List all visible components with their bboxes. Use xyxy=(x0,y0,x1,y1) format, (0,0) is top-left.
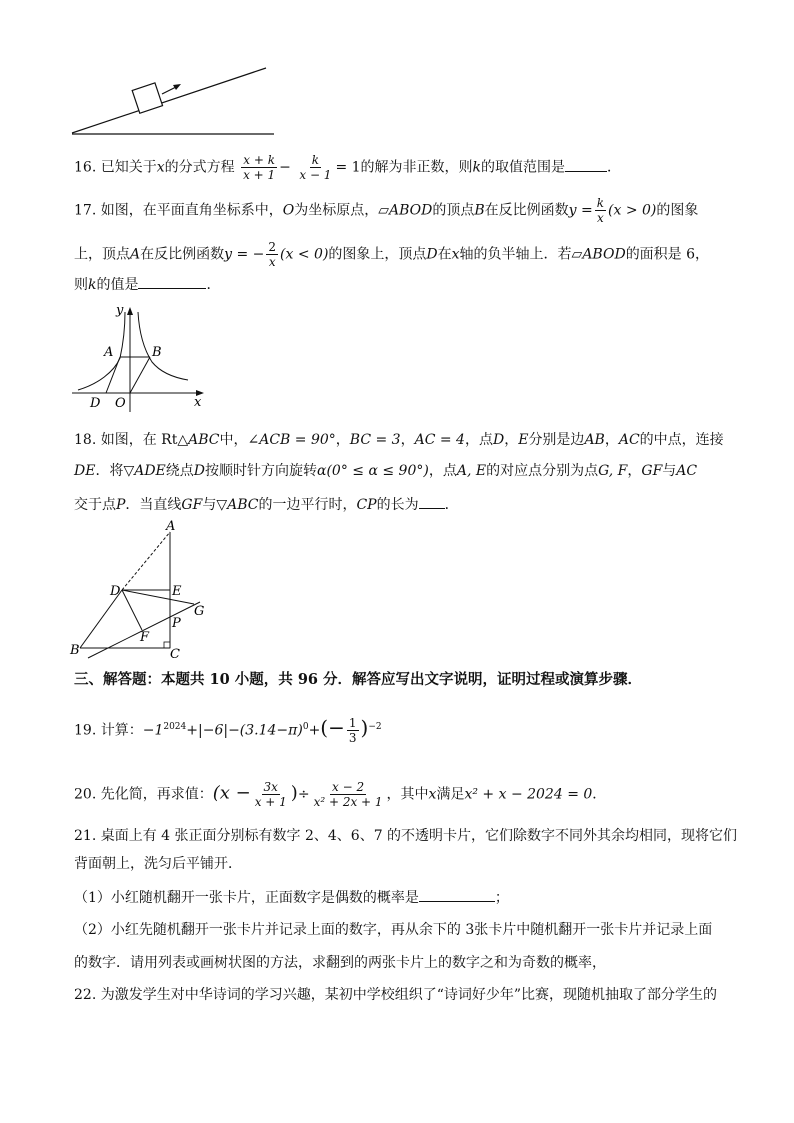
label-A: A xyxy=(104,345,114,360)
arrow-head xyxy=(173,84,181,90)
label-D: D xyxy=(110,584,121,599)
label-P: P xyxy=(172,616,181,631)
fraction-1: $\frac{x + k}{x + 1}$ xyxy=(243,153,276,182)
answer-blank[interactable] xyxy=(419,887,495,902)
question-17-line-1: 17. 如图，在平面直角坐标系中，O为坐标原点，▱ABOD的顶点B在反比例函数y = $\frac{k}{x}$ (x > 0)的图象 xyxy=(74,196,699,225)
question-16: 16. 已知关于x的分式方程 $\frac{x + k}{x + 1}$ − $\frac{k}{x - 1}$ = 1的解为非正数，则k的取值范围是 ． xyxy=(74,153,622,182)
q18-figure xyxy=(68,518,218,663)
question-21-line-1: 21. 桌面上有 4 张正面分别标有数字 2、4、6、7 的不透明卡片，它们除数字不同外其余均相同，现将它们 xyxy=(74,828,738,844)
label-F: F xyxy=(140,630,150,645)
label-B: B xyxy=(70,643,80,658)
question-17-line-3: 则k的值是 ． xyxy=(74,274,220,295)
question-21-sub-2-line-1: （2）小红先随机翻开一张卡片并记录上面的数字，再从余下的 3张卡片中随机翻开一张卡片并记录上面 xyxy=(74,922,713,938)
label-E: E xyxy=(172,584,182,599)
label-D: D xyxy=(90,396,101,411)
block xyxy=(132,83,162,113)
question-18-line-2: DE．将▽ADE绕点D按顺时针方向旋转α(0° ≤ α ≤ 90°)，点A, E的对应点分别为点G, F，GF与AC xyxy=(74,463,698,479)
answer-blank[interactable] xyxy=(565,157,607,172)
question-21-sub-2-line-2: 的数字．请用列表或画树状图的方法，求翻到的两张卡片上的数字之和为奇数的概率， xyxy=(74,955,606,971)
question-21-line-2: 背面朝上，洗匀后平铺开． xyxy=(74,856,242,872)
section-3-heading: 三、解答题：本题共 10 小题，共 96 分．解答应写出文字说明，证明过程或演算步骤． xyxy=(74,671,643,688)
label-C: C xyxy=(170,647,180,662)
incline-figure xyxy=(60,60,290,140)
label-y: y xyxy=(116,303,124,318)
question-19: 19. 计算：$-1^{2024}+|-6|-(3.14-\pi)^0+(-$ $\frac{1}{3}$ )$^{-2}$ xyxy=(74,715,382,745)
label-B: B xyxy=(152,345,162,360)
question-21-sub-1: （1）小红随机翻开一张卡片，正面数字是偶数的概率是 ； xyxy=(74,887,509,908)
label-G: G xyxy=(194,604,205,619)
question-18-line-3: 交于点P．当直线GF与▽ABC的一边平行时，CP的长为 ． xyxy=(74,494,459,515)
q17-figure xyxy=(68,300,208,415)
question-20: 20. 先化简，再求值：(x − $\frac{3x}{x + 1}$ )÷ $\frac{x - 2}{\text{x² + 2x + 1}}$ ，其中x满足x² + x − 2024 = 0． xyxy=(74,780,607,809)
question-17-line-2: 上，顶点A在反比例函数y = − $\frac{2}{x}$ (x < 0)的图象上，顶点D在x轴的负半轴上．若▱ABOD的面积是 6， xyxy=(74,240,710,269)
answer-blank[interactable] xyxy=(138,274,206,289)
question-22-line-1: 22. 为激发学生对中华诗词的学习兴趣，某初中学校组织了“诗词好少年”比赛，现随机抽取了部分学生的 xyxy=(74,987,718,1003)
label-A: A xyxy=(166,519,176,534)
label-x: x xyxy=(194,395,202,410)
fraction-2: $\frac{k}{x - 1}$ xyxy=(299,153,332,182)
incline-line xyxy=(72,68,266,133)
question-18-line-1: 18. 如图，在 Rt△ABC中，∠ACB = 90°，BC = 3，AC = 4，点D，E分别是边AB，AC的中点，连接 xyxy=(74,432,724,448)
answer-blank[interactable] xyxy=(419,494,445,509)
label-O: O xyxy=(115,396,126,411)
